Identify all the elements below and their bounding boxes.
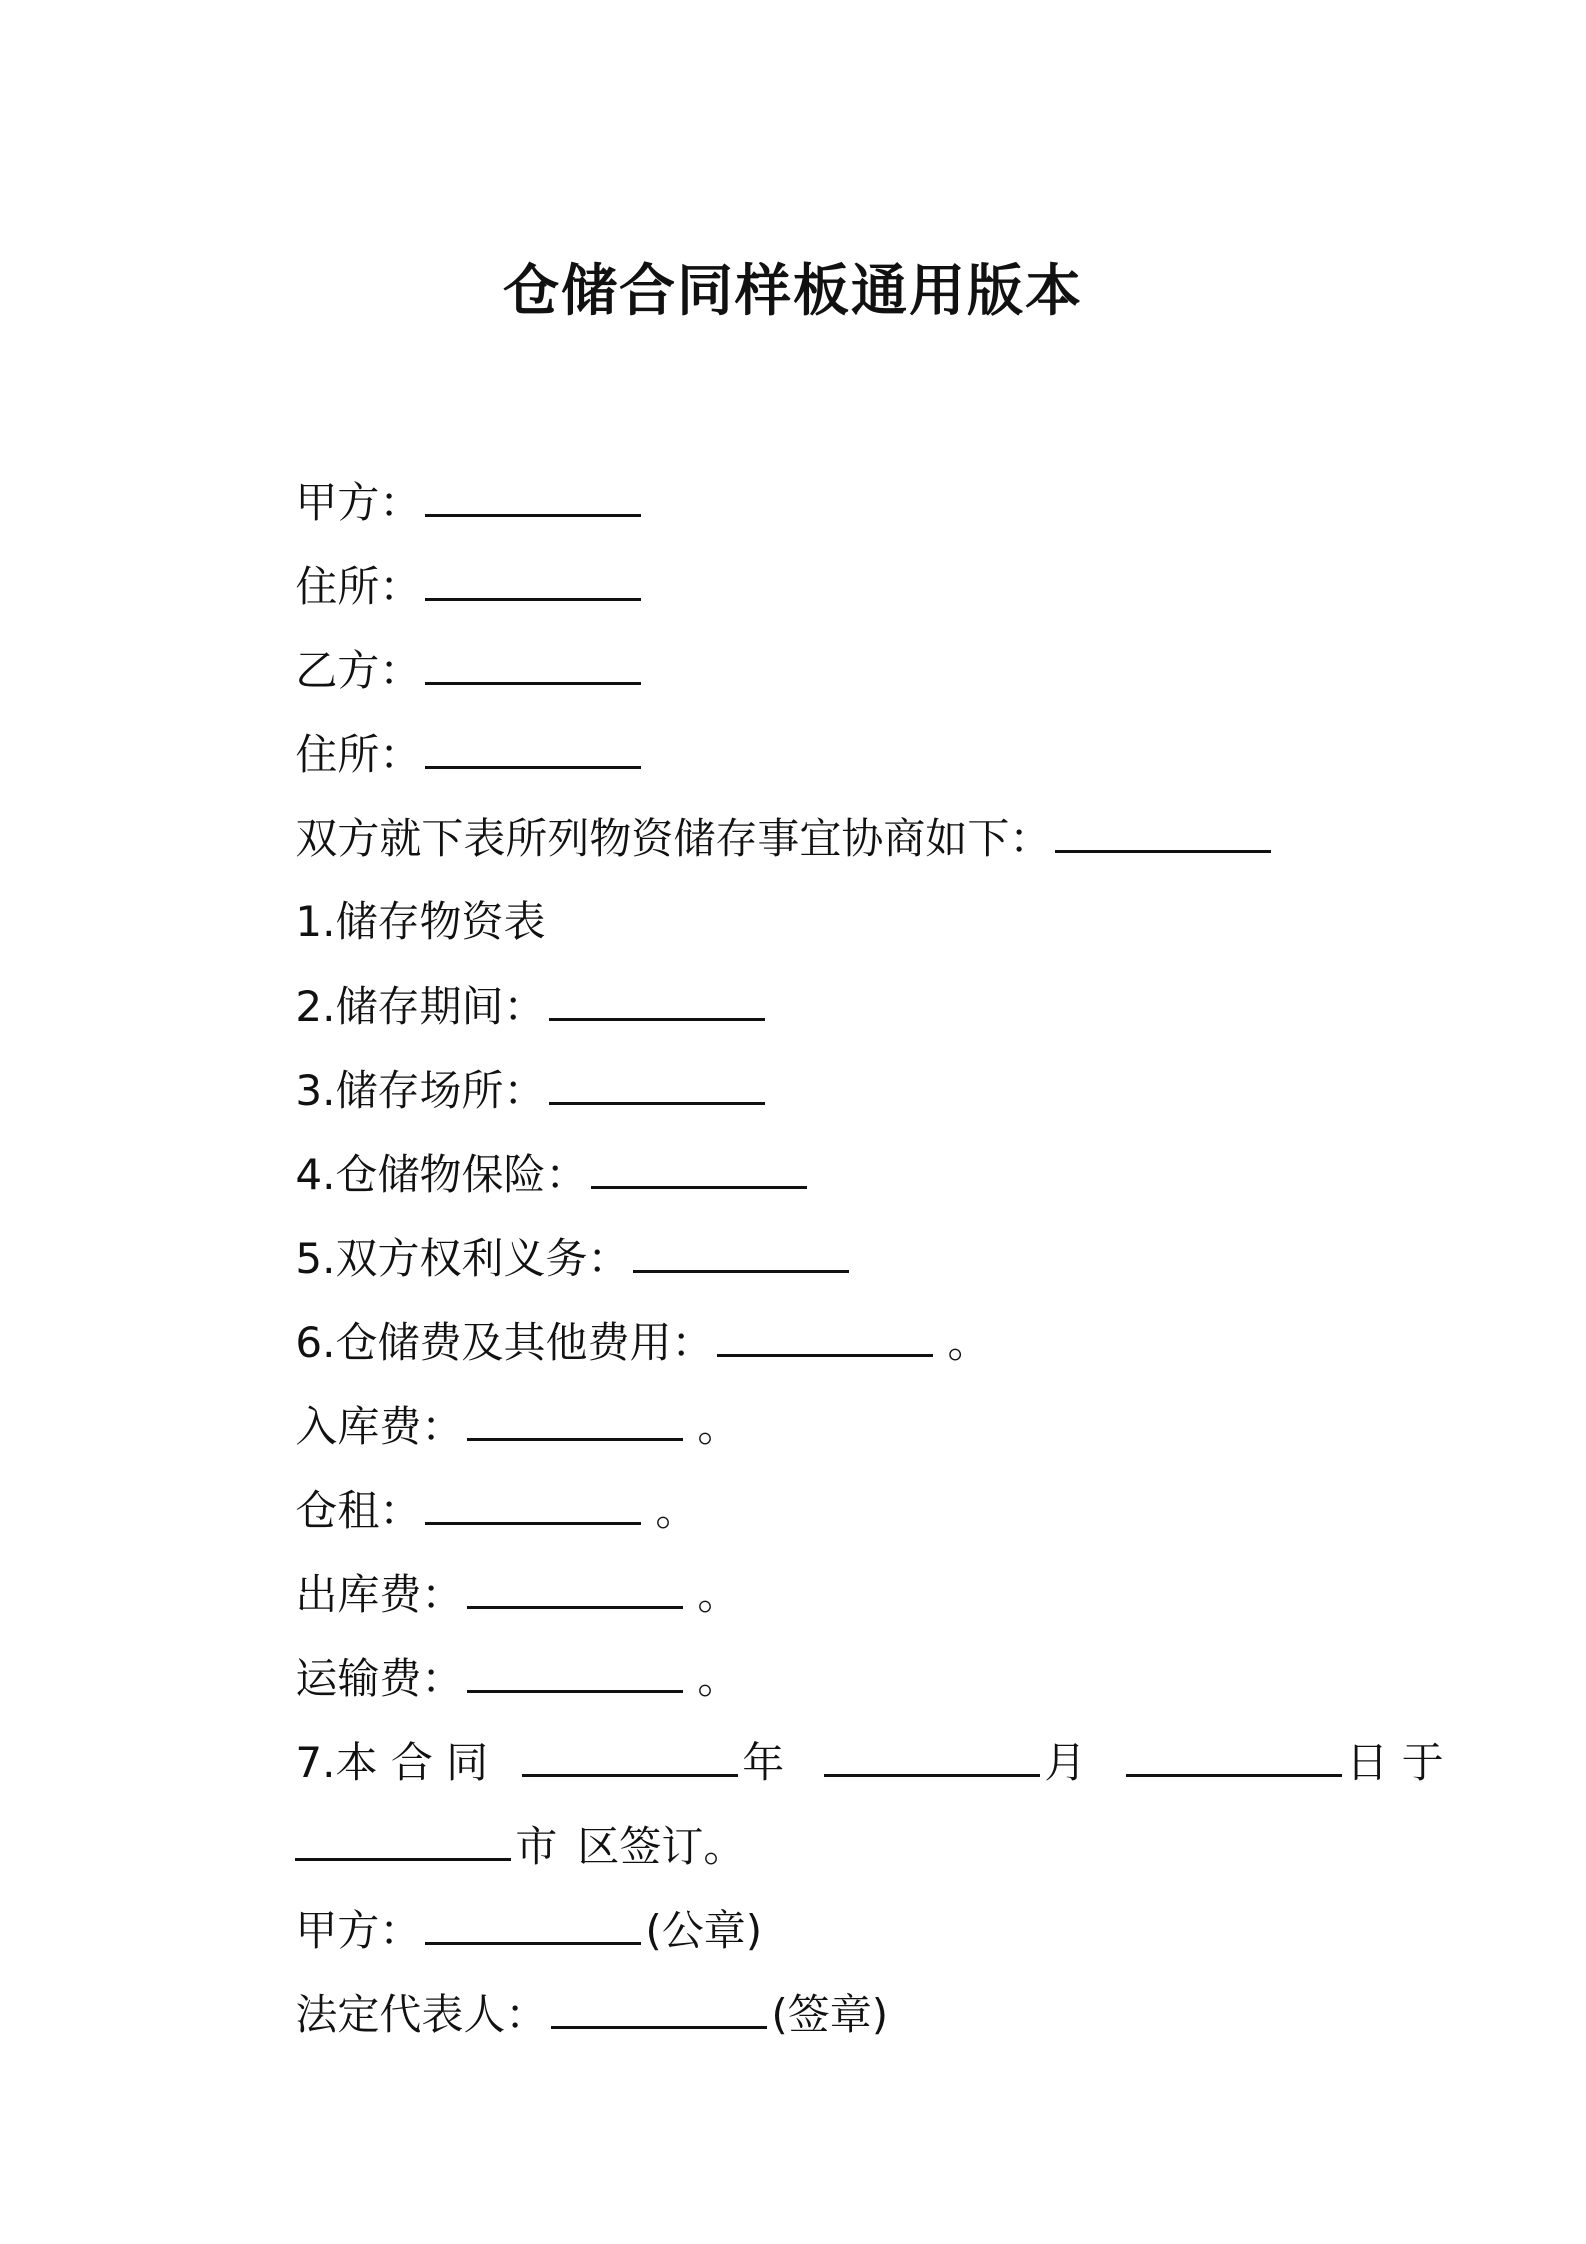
item2-label: 2.储存期间： <box>295 982 546 1031</box>
item5-label: 5.双方权利义务： <box>295 1234 630 1283</box>
fee-in-period: 。 <box>697 1402 740 1451</box>
fee-rent-period: 。 <box>655 1486 698 1535</box>
item6-period: 。 <box>947 1318 990 1367</box>
item6-blank[interactable] <box>717 1312 933 1357</box>
intro-text: 双方就下表所列物资储存事宜协商如下： <box>295 814 1052 863</box>
item7-prefix: 7.本 合 同 <box>295 1738 489 1787</box>
month-label: 月 <box>1044 1738 1087 1787</box>
fee-out-period: 。 <box>697 1570 740 1619</box>
item3-label: 3.储存场所： <box>295 1066 546 1115</box>
address-a-label: 住所： <box>295 562 422 611</box>
fee-rent-label: 仓租： <box>295 1486 422 1535</box>
fee-transport-label: 运输费： <box>295 1654 464 1703</box>
signature-label: (签章) <box>771 1990 889 2039</box>
party-b-label: 乙方： <box>295 646 422 695</box>
legal-rep-label: 法定代表人： <box>295 1990 548 2039</box>
fee-transport-period: 。 <box>697 1654 740 1703</box>
month-blank[interactable] <box>824 1732 1040 1777</box>
fee-in-label: 入库费： <box>295 1402 464 1451</box>
legal-rep-blank[interactable] <box>551 1984 767 2029</box>
year-label: 年 <box>742 1738 785 1787</box>
party-a-label: 甲方： <box>295 478 422 527</box>
intro-blank[interactable] <box>1055 808 1271 853</box>
seal-label: (公章) <box>645 1906 763 1955</box>
address-b-label: 住所： <box>295 730 422 779</box>
document-title: 仓储合同样板通用版本 <box>503 259 1083 324</box>
item6-label: 6.仓储费及其他费用： <box>295 1318 714 1367</box>
fee-out-label: 出库费： <box>295 1570 464 1619</box>
day-at-label: 日 于 <box>1346 1738 1444 1787</box>
day-blank[interactable] <box>1126 1732 1342 1777</box>
item1-text: 1.储存物资表 <box>295 897 546 946</box>
sign-party-a-label: 甲方： <box>295 1906 422 1955</box>
item4-label: 4.仓储物保险： <box>295 1150 588 1199</box>
city-label: 市 <box>515 1822 558 1871</box>
district-signed-label: 区签订。 <box>577 1822 746 1871</box>
legal-rep-line <box>242 1924 888 2105</box>
